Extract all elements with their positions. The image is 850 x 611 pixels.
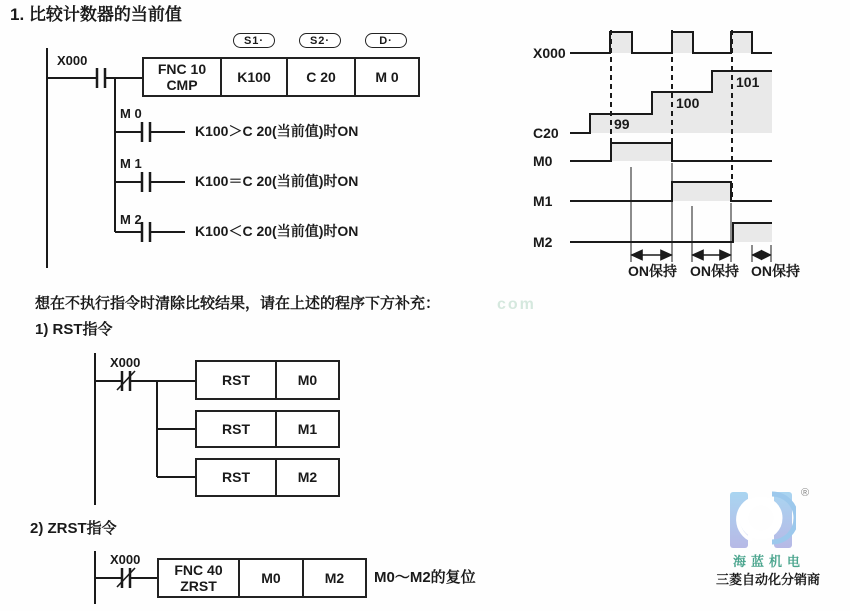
cmp-mnemonic-cell xyxy=(144,59,220,95)
cmp-mnemonic: CMP xyxy=(166,77,198,93)
zrst-fnc-number: FNC 40 xyxy=(174,561,223,578)
cmp-operand-d: M 0 xyxy=(354,59,418,95)
timing-label-m0: M0 xyxy=(533,153,553,169)
page-title: 1. 比较计数器的当前值 xyxy=(10,5,182,24)
registered-mark: ® xyxy=(801,487,810,499)
rst-op-cell: RST xyxy=(222,420,250,437)
zrst-heading: 2) ZRST指令 xyxy=(30,520,117,537)
logo-subtitle: 三菱自动化分销商 xyxy=(716,572,821,587)
counter-value-100: 100 xyxy=(676,95,700,111)
zrst-operand-end: M2 xyxy=(302,560,365,596)
operand-tag-d: D· xyxy=(365,33,407,48)
operand-tag-s2: S2· xyxy=(299,33,341,48)
timing-waveforms xyxy=(570,32,772,242)
rst-contact-label: X000 xyxy=(110,355,141,370)
rst-box-m2 xyxy=(195,458,340,497)
timing-label-m2: M2 xyxy=(533,234,553,250)
hailan-logo-icon xyxy=(726,490,796,552)
rst-op-cell: RST xyxy=(222,469,250,486)
branch-contact-label-m1: M 1 xyxy=(120,156,142,171)
hold-label-2: ON保持 xyxy=(690,263,739,279)
zrst-operand-start: M0 xyxy=(238,560,302,596)
rst-heading: 1) RST指令 xyxy=(35,321,113,338)
zrst-instruction-box xyxy=(157,558,367,598)
zrst-desc: M0～M2的复位 xyxy=(374,569,476,586)
watermark: com xyxy=(497,296,536,313)
zrst-contact-label: X000 xyxy=(110,552,141,567)
rst-ladder-lines xyxy=(95,353,195,505)
rst-box-m0 xyxy=(195,360,340,400)
rst-op-cell: RST xyxy=(222,371,250,388)
zrst-mnemonic: ZRST xyxy=(180,578,217,594)
cmp-fnc-number: FNC 10 xyxy=(157,60,207,77)
timing-label-c20: C20 xyxy=(533,125,559,141)
hold-span-arrows xyxy=(632,251,770,260)
cmp-operand-s1: K100 xyxy=(220,59,286,95)
rst-dev-cell: M1 xyxy=(275,412,338,446)
branch-desc-m0: K100＞C 20(当前值)时ON xyxy=(195,123,359,139)
operand-tag-s1: S1· xyxy=(233,33,275,48)
branch-desc-m2: K100＜C 20(当前值)时ON xyxy=(195,223,359,239)
timing-label-x000: X000 xyxy=(533,45,566,61)
hold-label-1: ON保持 xyxy=(628,263,677,279)
rst-box-m1 xyxy=(195,410,340,448)
hold-label-3: ON保持 xyxy=(751,263,800,279)
logo-name: 海蓝机电 xyxy=(733,554,806,569)
rst-dev-cell: M0 xyxy=(275,362,338,398)
cmp-operand-s2: C 20 xyxy=(286,59,354,95)
cmp-contact-label: X000 xyxy=(57,53,88,68)
rst-dev-cell: M2 xyxy=(275,460,338,495)
counter-value-101: 101 xyxy=(736,74,760,90)
branch-contact-label-m0: M 0 xyxy=(120,106,142,121)
timing-label-m1: M1 xyxy=(533,193,553,209)
counter-value-99: 99 xyxy=(614,116,630,132)
zrst-mnemonic-cell xyxy=(159,560,238,596)
note-text: 想在不执行指令时清除比较结果，请在上述的程序下方补充： xyxy=(35,295,441,312)
timing-measure-lines xyxy=(631,163,771,262)
timing-shading xyxy=(590,33,772,242)
branch-desc-m1: K100＝C 20(当前值)时ON xyxy=(195,173,359,189)
branch-contact-label-m2: M 2 xyxy=(120,212,142,227)
cmp-instruction-box xyxy=(142,57,420,97)
